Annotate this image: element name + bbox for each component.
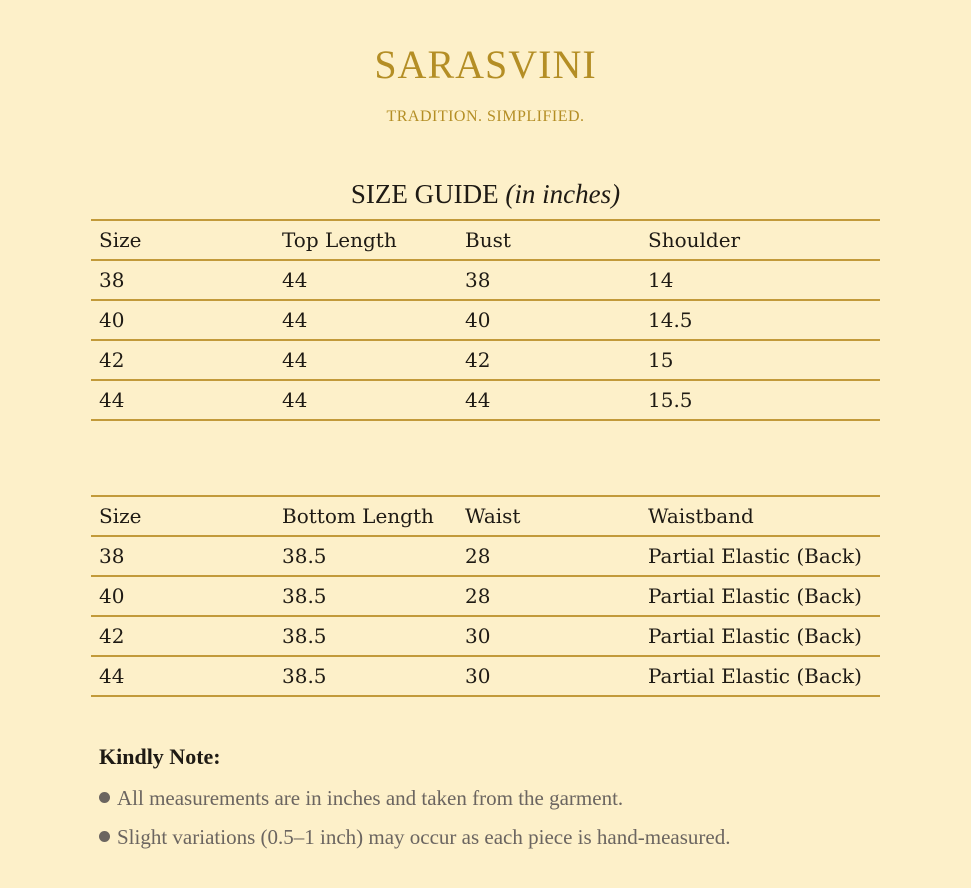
brand-tagline: TRADITION. SIMPLIFIED. xyxy=(386,108,585,125)
brand-name: SARASVINI xyxy=(374,42,597,87)
table-cell: 14 xyxy=(640,260,880,300)
note-text: Slight variations (0.5–1 inch) may occur as each piece is hand-measured. xyxy=(117,825,731,849)
table-cell: 40 xyxy=(91,300,274,340)
table-cell: Partial Elastic (Back) xyxy=(640,536,880,576)
table-row xyxy=(91,340,880,380)
table-row xyxy=(91,656,880,696)
table-row xyxy=(91,300,880,340)
column-header: Top Length xyxy=(274,220,457,260)
table-cell: 42 xyxy=(91,340,274,380)
size-guide-title-text: SIZE GUIDE xyxy=(350,179,499,209)
table-cell: 30 xyxy=(457,616,640,656)
table-cell: 28 xyxy=(457,576,640,616)
table-cell: 44 xyxy=(91,380,274,420)
list-item xyxy=(99,823,730,862)
table-cell: 38.5 xyxy=(274,616,457,656)
column-header: Bust xyxy=(457,220,640,260)
table-row xyxy=(91,616,880,656)
table-cell: 38 xyxy=(91,536,274,576)
table-cell: 40 xyxy=(457,300,640,340)
table-cell: 15 xyxy=(640,340,880,380)
size-guide-title xyxy=(0,176,971,212)
table-cell: 40 xyxy=(91,576,274,616)
column-header: Size xyxy=(91,220,274,260)
table-cell: 44 xyxy=(274,260,457,300)
table-cell: 15.5 xyxy=(640,380,880,420)
table-row xyxy=(91,536,880,576)
table-cell: 38 xyxy=(457,260,640,300)
column-header: Waist xyxy=(457,496,640,536)
table-header-row xyxy=(91,496,880,536)
table-cell: 42 xyxy=(457,340,640,380)
top-size-table xyxy=(91,219,880,421)
column-header: Shoulder xyxy=(640,220,880,260)
table-cell: 38.5 xyxy=(274,656,457,696)
note-text: All measurements are in inches and taken from the garment. xyxy=(117,786,624,810)
table-cell: 30 xyxy=(457,656,640,696)
table-cell: 44 xyxy=(457,380,640,420)
table-header-row xyxy=(91,220,880,260)
table-cell: 38.5 xyxy=(274,576,457,616)
size-guide-unit: (in inches) xyxy=(505,179,621,209)
table-cell: 44 xyxy=(274,340,457,380)
table-cell: Partial Elastic (Back) xyxy=(640,576,880,616)
note-list xyxy=(99,784,730,862)
table-cell: 44 xyxy=(91,656,274,696)
table-row xyxy=(91,260,880,300)
table-cell: Partial Elastic (Back) xyxy=(640,656,880,696)
bottom-size-table xyxy=(91,495,880,697)
note-heading: Kindly Note: xyxy=(99,744,221,769)
column-header: Size xyxy=(91,496,274,536)
column-header: Waistband xyxy=(640,496,880,536)
table-cell: 44 xyxy=(274,300,457,340)
bullet-icon xyxy=(99,831,110,842)
table-cell: 38 xyxy=(91,260,274,300)
table-cell: 28 xyxy=(457,536,640,576)
bullet-icon xyxy=(99,792,110,803)
table-row xyxy=(91,576,880,616)
table-cell: 38.5 xyxy=(274,536,457,576)
table-cell: 14.5 xyxy=(640,300,880,340)
column-header: Bottom Length xyxy=(274,496,457,536)
table-row xyxy=(91,380,880,420)
table-cell: Partial Elastic (Back) xyxy=(640,616,880,656)
table-cell: 42 xyxy=(91,616,274,656)
list-item xyxy=(99,784,730,823)
table-cell: 44 xyxy=(274,380,457,420)
